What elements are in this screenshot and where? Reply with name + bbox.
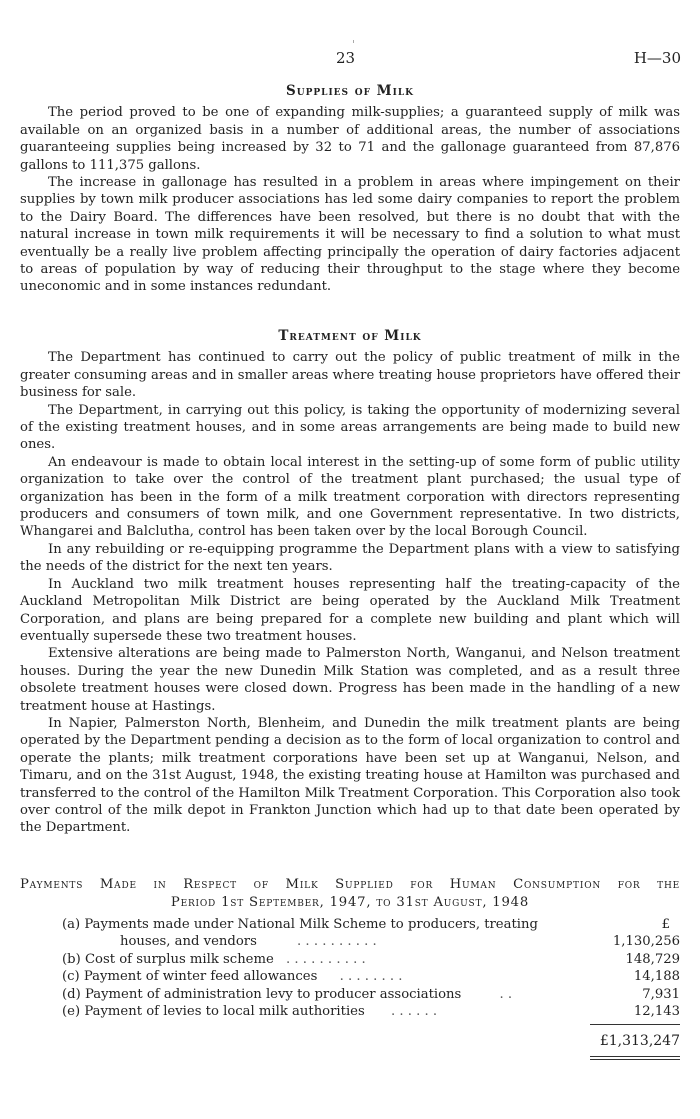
treatment-paragraph-4: In any rebuilding or re-equipping programme the Department plans with a view to satisfying the needs of the district for the next ten years. [20,541,680,575]
supplies-paragraph-2: The increase in gallonage has resulted in a problem in areas where impingement on their supplies by town milk producer associations has led some dairy companies to report the problem to the Dairy Board. The differences have been resolved, but there is no doubt that with the natural increase in town milk requirements it will be necessary to find a solution to what must eventually be a really live problem affecting principally the operation of dairy factories adjacent to areas of population by way of reducing their throughput to the stage where they become uneconomic and in some instances redundant. [20,175,680,295]
payments-heading-line-1: Payments Made in Respect of Milk Supplied for Human Consumption for the [20,877,680,892]
table-row [62,1003,680,1020]
page-number: 23 [336,49,356,67]
item-label: Cost of surplus milk scheme [84,951,274,967]
table-row [62,968,680,985]
item-label: Payments made under National Milk Scheme to producers, treating [84,917,538,932]
document-reference: H—30 [633,49,681,67]
item-letter: (b) [62,951,81,967]
payments-heading [20,876,680,912]
table-row [62,951,680,968]
item-amount: 148,729 [625,951,680,967]
total-rule-double-2 [590,1059,680,1060]
item-amount: 14,188 [633,969,680,985]
treatment-heading: Treatment of Milk [278,328,422,344]
supplies-section [20,83,680,296]
item-label: Payment of winter feed allowances [83,969,318,985]
payments-total: £1,313,247 [599,1033,680,1049]
leader-dots: . . . . . . [390,1003,438,1019]
item-label: Payment of administration levy to producer associations [84,986,462,1002]
treatment-paragraph-1: The Department has continued to carry out the policy of public treatment of milk in the greater consuming areas and in smaller areas where treating house proprietors have offered their business for sale. [20,350,680,401]
supplies-paragraph-1: The period proved to be one of expanding milk-supplies; a guaranteed supply of milk was available on an organized basis in a number of additional areas, the number of associations guaranteeing supplies being increased by 32 to 71 and the gallonage guaranteed from 87,876 gallons to 111,375 gallons. [20,105,680,173]
treatment-paragraph-6: Extensive alterations are being made to Palmerston North, Wanganui, and Nelson treatment houses. During the year the new Dunedin Milk Station was completed, and as a result three obsolete treatment houses were closed down. Progress has been made in the handling of a new treatment house at Hastings. [20,646,680,714]
item-letter: (e) [62,1003,81,1019]
treatment-paragraph-7: In Napier, Palmerston North, Blenheim, and Dunedin the milk treatment plants are being operated by the Department pending a decision as to the form of local organization to control and operate the plants; milk treatment corporations have been set up at Wanganui, Nelson, and Timaru, and on the 31st August, 1948, the existing treating house at Hamilton was purchased and transferred to the control of the Hamilton Milk Treatment Corporation. This Corporation also took over control of the milk depot in Frankton Junction which had up to that date been operated by the Department. [20,715,680,836]
table-row [62,933,680,950]
leader-dots: . . . . . . . . [339,969,403,985]
total-rule-double-1 [590,1056,680,1057]
item-label: houses, and vendors [120,934,257,950]
leader-dots: . . . . . . . . . . [286,951,366,967]
item-letter: (a) [62,917,81,932]
treatment-paragraph-5: In Auckland two milk treatment houses representing half the treating-capacity of the Auckland Metropolitan Milk District are being operated by the Auckland Milk Treatment Corporation, and plans are being prepared for a complete new building and plant which will eventually supersede these two treatment houses. [20,576,680,644]
item-label: Payment of levies to local milk authorities [84,1003,365,1019]
payments-table [62,916,680,1020]
currency-symbol: £ [661,917,670,932]
table-row [62,986,680,1003]
item-amount: 12,143 [633,1003,680,1019]
leader-dots: . . . . . . . . . . [297,934,377,950]
treatment-section [20,328,680,837]
item-letter: (d) [62,986,81,1002]
item-amount: 7,931 [642,986,680,1002]
leader-dots: . . [499,986,513,1002]
item-letter: (c) [62,969,80,985]
top-mark [353,40,354,43]
table-row [62,916,680,933]
supplies-heading: Supplies of Milk [286,83,414,99]
treatment-paragraph-2: The Department, in carrying out this policy, is taking the opportunity of modernizing several of the existing treatment houses, and in some areas arrangements are being made to build new ones. [20,402,680,453]
treatment-paragraph-3: An endeavour is made to obtain local interest in the setting-up of some form of public utility organization to take over the control of the treatment plant purchased; the usual type of organization has been in the form of a milk treatment corporation with directors representing producers and consumers of town milk, and one Government representative. In two districts, Whangarei and Balclutha, control has been taken over by the local Borough Council. [20,454,680,540]
total-rule-top [590,1024,680,1025]
payments-heading-line-2: Period 1st September, 1947, to 31st August, 1948 [170,895,530,910]
item-amount: 1,130,256 [612,934,680,950]
